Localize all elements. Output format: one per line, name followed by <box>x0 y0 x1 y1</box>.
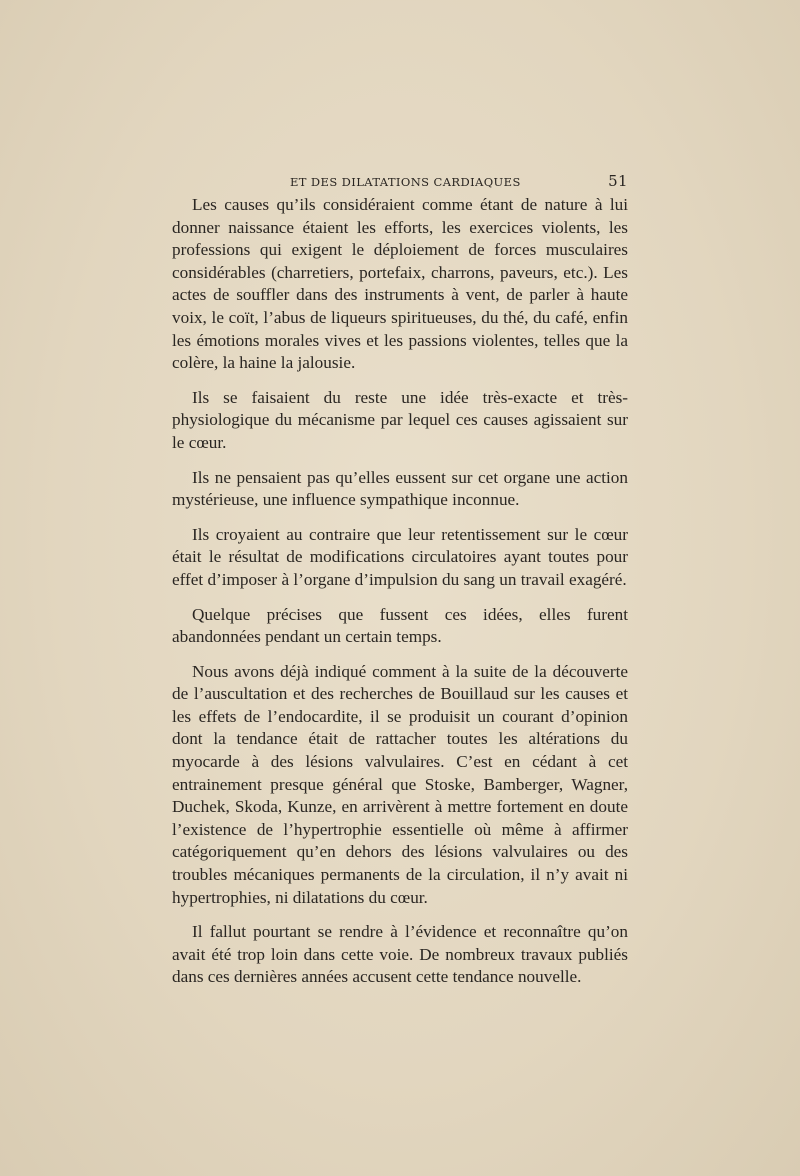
paragraph: Les causes qu’ils considéraient comme étant de nature à lui donner naissance étaient les efforts, les exercices violents, les professions qui exigent le déploiement de forces musculaires considérables (charretiers, portefaix, charrons, paveurs, etc.). Les actes de souffler dans des instruments à vent, de parler à haute voix, le coït, l’abus de liqueurs spiritueuses, du thé, du café, enfin les émotions morales vives et les passions violentes, telles que la colère, la haine la jalousie. <box>172 195 628 373</box>
paragraph: Nous avons déjà indiqué comment à la suite de la découverte de l’auscultation et des recherches de Bouillaud sur les causes et les effets de l’endocardite, il se produisit un courant d’opinion dont la tendance était de rattacher toutes les altérations du myocarde à des lésions valvulaires. C’est en cédant à cet entrainement presque général que Stoske, Bamberger, Wagner, Duchek, Skoda, Kunze, en arrivèrent à mettre fortement en doute l’existence de l’hypertrophie essentielle où même à affirmer catégoriquement qu’en dehors des lésions valvulaires ou des troubles mécaniques permanents de la circulation, il n’y avait ni hypertrophies, ni dilatations du cœur. <box>172 661 628 907</box>
paragraph: Il fallut pourtant se rendre à l’évidence et reconnaître qu’on avait été trop loin dans cette voie. De nombreux travaux publiés dans ces dernières années accusent cette tendance nouvelle. <box>172 922 628 987</box>
paragraph: Ils ne pensaient pas qu’elles eussent sur cet organe une action mystérieuse, une influence sympathique inconnue. <box>172 467 628 510</box>
page-number: 51 <box>608 172 628 190</box>
paragraph: Quelque précises que fussent ces idées, elles furent abandonnées pendant un certain temps. <box>172 604 628 647</box>
body-text <box>172 194 628 989</box>
book-page <box>172 170 628 1001</box>
running-header <box>172 170 628 194</box>
paragraph: Ils se faisaient du reste une idée très-exacte et très-physiologique du mécanisme par lequel ces causes agissaient sur le cœur. <box>172 387 628 452</box>
paragraph: Ils croyaient au contraire que leur retentissement sur le cœur était le résultat de modifications circulatoires ayant toutes pour effet d’imposer à l’organe d’impulsion du sang un travail exagéré. <box>172 524 628 589</box>
running-title: ET DES DILATATIONS CARDIAQUES <box>290 175 521 189</box>
